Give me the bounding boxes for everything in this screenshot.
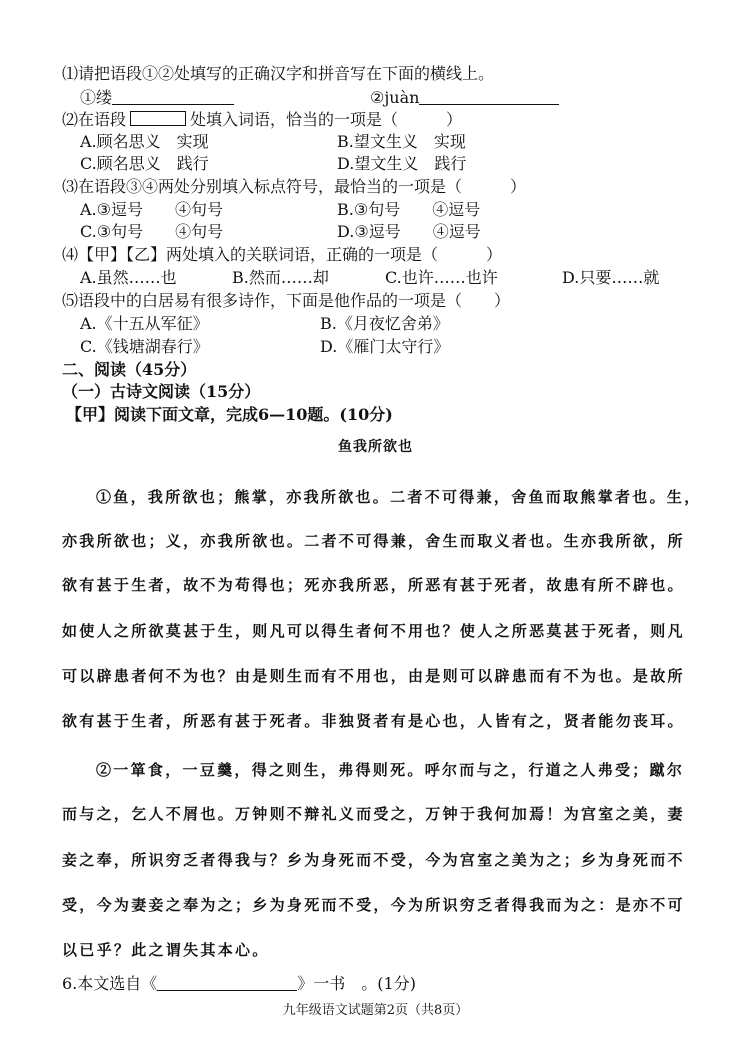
passage-line: ①鱼，我所欲也；熊掌，亦我所欲也。二者不可得兼，舍鱼而取熊掌者也。生，	[96, 488, 702, 506]
question-2-option-d[interactable]: D.望文生义 践行	[337, 154, 467, 173]
passage-title: 鱼我所欲也	[338, 439, 413, 455]
question-3-option-b[interactable]: B.③句号 ④逗号	[337, 200, 481, 219]
question-6-end: 》一书 。(1分)	[297, 974, 416, 993]
question-1-item-2	[370, 87, 559, 109]
question-6-start: 6.本文选自《	[62, 974, 158, 993]
question-5-option-c[interactable]: C.《钱塘湖春行》	[80, 337, 209, 356]
question-2-option-a[interactable]: A.顾名思义 实现	[80, 132, 209, 151]
passage-line: 如使人之所欲莫甚于生，则凡可以得生者何不用也？使人之所恶莫甚于死者，则凡	[62, 622, 685, 640]
passage-line: 可以辟患者何不为也？由是则生而有不用也，由是则可以辟患而有不为也。是故所	[62, 667, 685, 685]
passage-line: ②一箪食，一豆羹，得之则生，弗得则死。呼尔而与之，行道之人弗受；蹴尔	[96, 761, 685, 779]
section-heading: 二、阅读（45分）	[62, 360, 197, 379]
passage-line: 欲有甚于生者，所恶有甚于死者。非独贤者有是心也，人皆有之，贤者能勿丧耳。	[62, 712, 685, 730]
question-3-option-a[interactable]: A.③逗号 ④句号	[80, 200, 223, 219]
question-3-option-d[interactable]: D.③逗号 ④逗号	[337, 222, 481, 241]
question-2-prompt	[62, 109, 462, 131]
item-1-label: ①缕	[80, 88, 113, 107]
question-3-prompt: ⑶在语段③④两处分别填入标点符号，最恰当的一项是（ ）	[62, 177, 527, 196]
subsection-heading: （一）古诗文阅读（15分）	[62, 382, 261, 401]
question-1-item-1	[80, 87, 234, 109]
question-5-option-d[interactable]: D.《雁门太守行》	[320, 337, 450, 356]
page-footer: 九年级语文试题第2页（共8页）	[282, 1003, 469, 1018]
question-4-option-d[interactable]: D.只要……就	[562, 268, 660, 287]
answer-blank-book[interactable]	[157, 974, 297, 991]
question-5-option-b[interactable]: B.《月夜忆舍弟》	[320, 314, 449, 333]
question-4-option-a[interactable]: A.虽然……也	[80, 268, 177, 287]
question-2-prompt-start: ⑵在语段	[62, 110, 127, 129]
answer-blank-1[interactable]	[112, 88, 234, 105]
passage-line: 欲有甚于生者，故不为苟得也；死亦我所恶，所恶有甚于死者，故患有所不辟也。	[62, 576, 685, 594]
answer-blank-2[interactable]	[419, 88, 559, 105]
blank-box	[130, 111, 186, 126]
item-2-label: ②juàn	[370, 88, 420, 107]
passage-line: 亦我所欲也；义，亦我所欲也。二者不可得兼，舍生而取义者也。生亦我所欲，所	[62, 532, 685, 550]
question-6	[62, 973, 416, 995]
question-5-prompt: ⑸语段中的白居易有很多诗作，下面是他作品的一项是（ ）	[62, 291, 511, 310]
reading-instruction: 【甲】阅读下面文章，完成6—10题。(10分)	[66, 405, 393, 424]
question-3-option-c[interactable]: C.③句号 ④句号	[80, 222, 224, 241]
question-4-option-c[interactable]: C.也许……也许	[385, 268, 498, 287]
passage-line: 而与之，乞人不屑也。万钟则不辩礼义而受之，万钟于我何加焉！为宫室之美，妻	[62, 805, 685, 823]
question-2-prompt-end: 处填入词语，恰当的一项是（ ）	[190, 110, 463, 129]
question-5-option-a[interactable]: A.《十五从军征》	[80, 314, 209, 333]
passage-line: 以已乎？此之谓失其本心。	[62, 941, 270, 959]
passage-line: 妾之奉，所识穷乏者得我与？乡为身死而不受，今为宫室之美为之；乡为身死而不	[62, 851, 685, 869]
question-2-option-b[interactable]: B.望文生义 实现	[337, 132, 466, 151]
passage-line: 受，今为妻妾之奉为之；乡为身死而不受，今为所识穷乏者得我而为之：是亦不可	[62, 896, 685, 914]
question-4-option-b[interactable]: B.然而……却	[232, 268, 329, 287]
question-1-prompt: ⑴请把语段①②处填写的正确汉字和拼音写在下面的横线上。	[62, 64, 495, 83]
question-4-prompt: ⑷【甲】【乙】两处填入的关联词语，正确的一项是（ ）	[62, 245, 503, 264]
question-2-option-c[interactable]: C.顾名思义 践行	[80, 154, 209, 173]
